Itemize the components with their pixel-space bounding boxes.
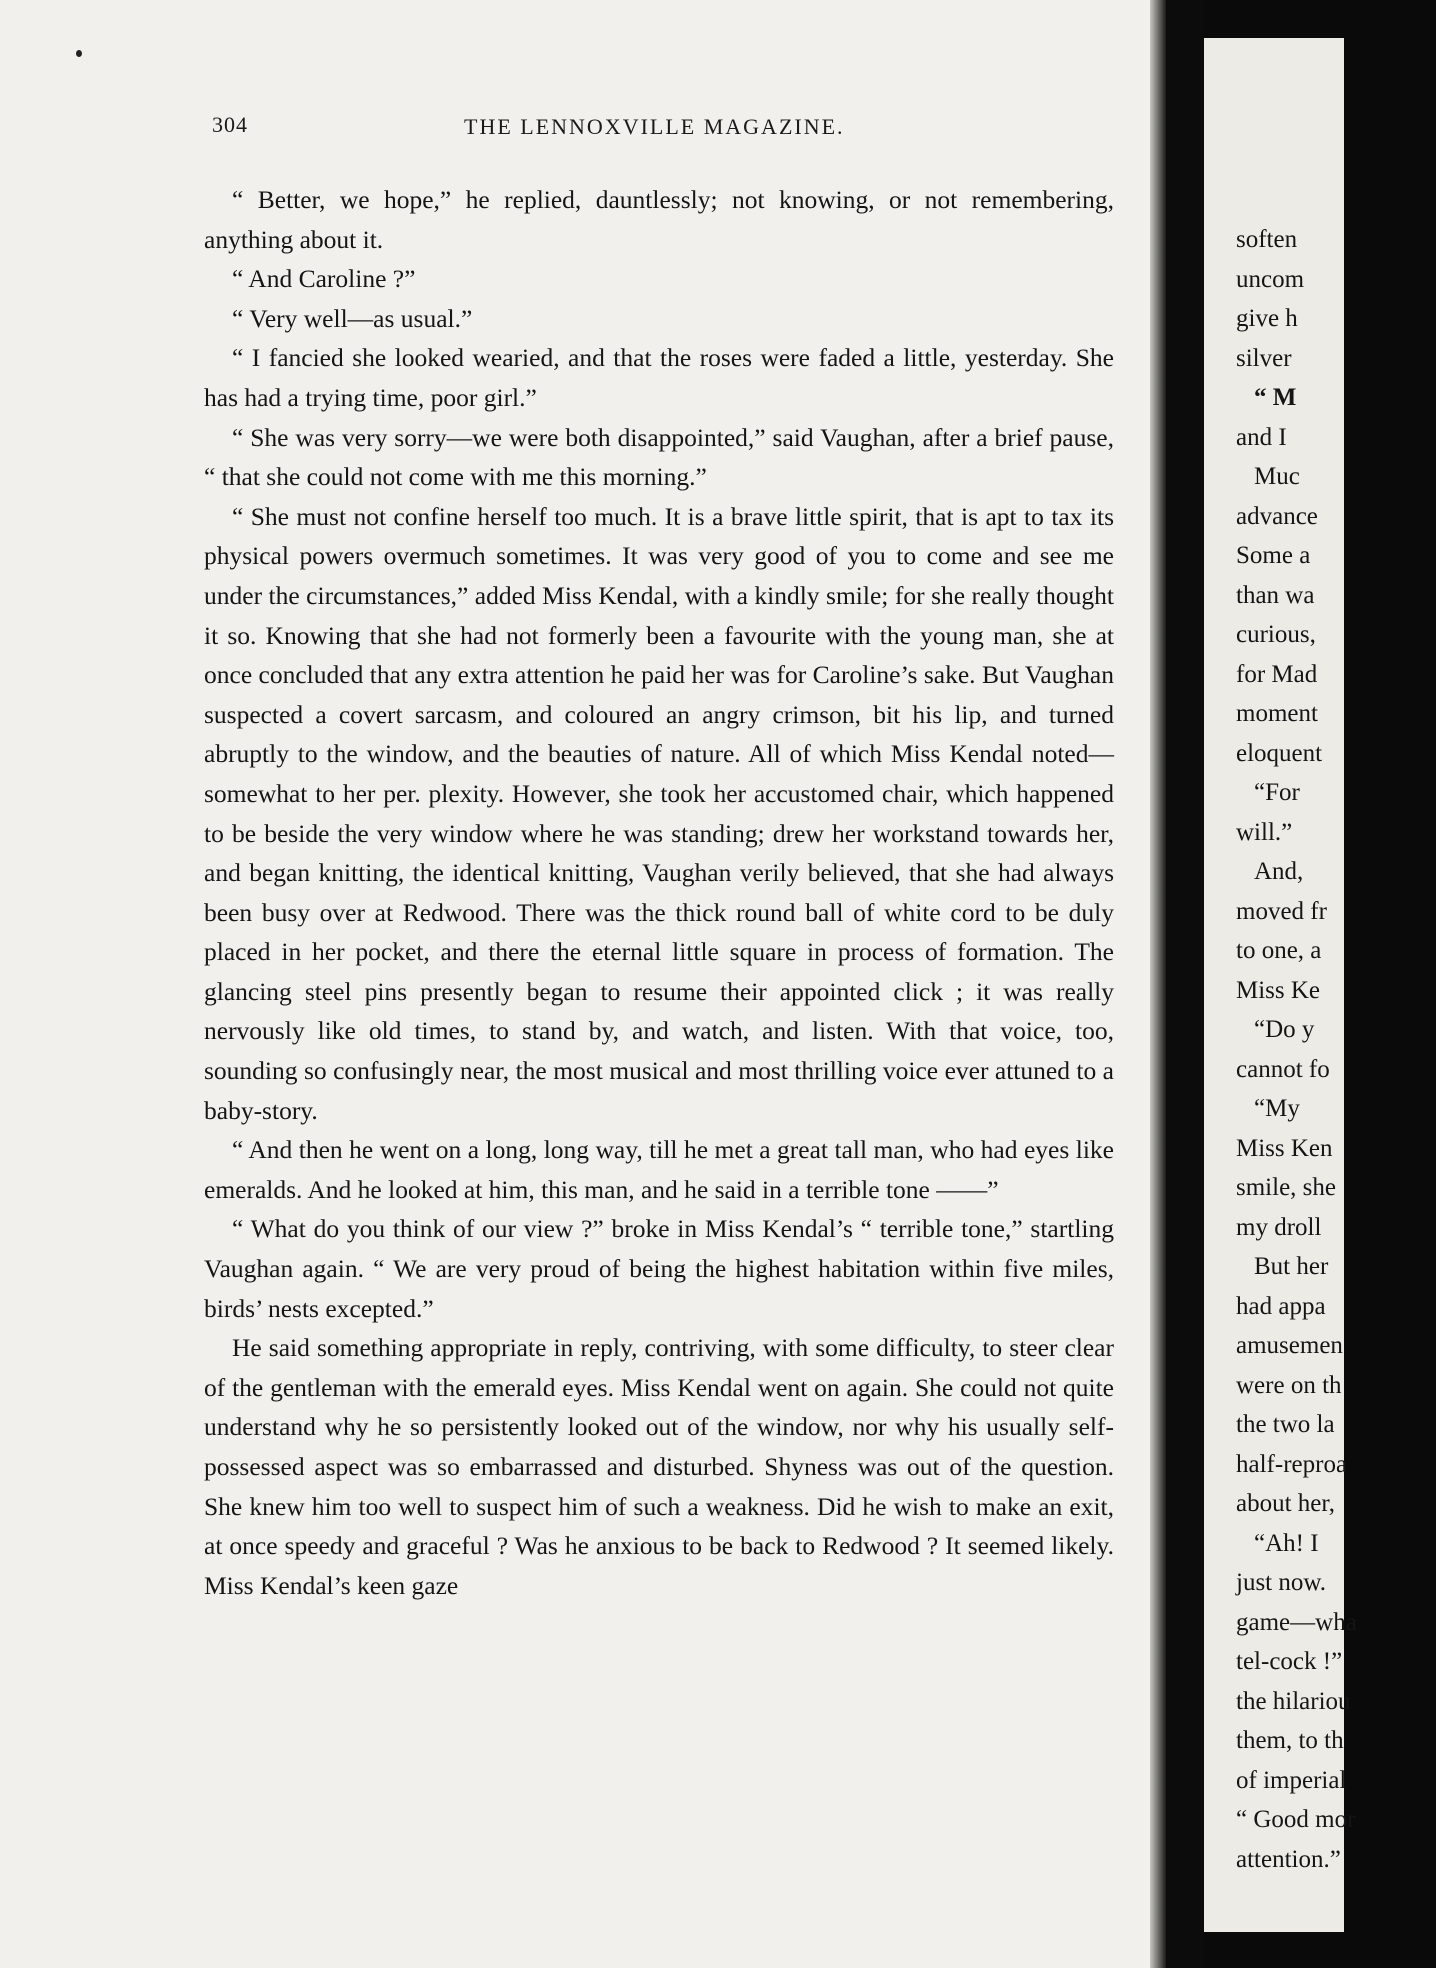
facing-line: just now. — [1236, 1569, 1327, 1596]
running-head — [212, 112, 1112, 146]
facing-line: silver — [1236, 344, 1292, 372]
paragraph: “ I fancied she looked wearied, and that the roses were faded a little, yesterday. She has had a trying time, poor girl.” — [204, 343, 1114, 412]
facing-line: about her, — [1236, 1490, 1335, 1517]
page-edge-shadow — [1150, 0, 1166, 1968]
facing-line: But her — [1254, 1253, 1329, 1280]
facing-line: Muc — [1254, 463, 1300, 490]
facing-line: for Mad — [1236, 660, 1318, 688]
facing-line: the hilariou — [1236, 1687, 1351, 1715]
paragraph: “ She was very sorry—we were both disappointed,” said Vaughan, after a brief pause, “ that she could not come with me this morning.” — [204, 422, 1114, 492]
facing-line: game—wha — [1236, 1608, 1357, 1636]
paragraph: “ She must not confine herself too much. It is a brave little spirit, that is apt to tax its physical powers overmuch sometimes. It was very good of you to come and see me under the circumstances,” added Miss Kendal, with a kindly smile; for she really thought it so. Knowing that she had not formerly been a favourite with the young man, she at once concluded that any extra attention he paid her was for Caroline’s sake. But Vaughan suspected a covert sarcasm, and coloured an angry crimson, bit his lip, and turned abruptly to the window, and the beauties of nature. All of which Miss Kendal noted—somewhat to her per. plexity. However, she took her accustomed chair, which happened to be beside the very window where he was standing; drew her workstand towards her, and began knitting, the identical knitting, Vaughan verily believed, that she had always been busy over at Redwood. There was the thick round ball of white cord to be duly placed in her pocket, and there the eternal little square in process of formation. The glancing steel pins presently began to resume their appointed click ; it was really nervously like old times, to stand by, and watch, and listen. With that voice, too, sounding so confusingly near, the most musical and most thrilling voice ever attuned to a baby-story. — [204, 501, 1114, 1125]
facing-line: of imperial — [1236, 1766, 1347, 1794]
facing-line: half-reproa — [1236, 1450, 1348, 1478]
book-gutter — [1166, 0, 1204, 1968]
facing-line: will.” — [1236, 818, 1293, 846]
paragraph: “ And Caroline ?” — [232, 264, 416, 294]
facing-line: curious, — [1236, 621, 1316, 648]
facing-line: smile, she — [1236, 1174, 1336, 1201]
facing-line: “ Good mor — [1236, 1806, 1356, 1833]
facing-line: had appa — [1236, 1292, 1326, 1320]
facing-line: to one, a — [1236, 937, 1322, 964]
facing-line: advance — [1236, 502, 1318, 530]
body-text — [204, 180, 1114, 1605]
facing-line: give h — [1236, 305, 1298, 332]
facing-line: than wa — [1236, 581, 1315, 609]
facing-line: Miss Ken — [1236, 1134, 1333, 1162]
facing-line: uncom — [1236, 265, 1305, 293]
facing-line: And, — [1254, 858, 1304, 885]
facing-line: Miss Ke — [1236, 976, 1321, 1004]
facing-line: my droll — [1236, 1213, 1322, 1241]
facing-line: “My — [1254, 1095, 1300, 1122]
facing-line: “Ah! I — [1254, 1529, 1319, 1557]
facing-line: them, to th — [1236, 1727, 1344, 1754]
facing-line: “ M — [1254, 384, 1297, 411]
paragraph: He said something appropriate in reply, contriving, with some difficulty, to steer clear of the gentleman with the emerald eyes. Miss Kendal went on again. She could not quite understand why he so persistently looked out of the window, nor why his usually self-possessed aspect was so embarrassed and disturbed. Shyness was out of the question. She knew him too well to suspect him of such a weakness. Did he wish to make an exit, at once speedy and graceful ? Was he anxious to be back to Redwood ? It seemed likely. Miss Kendal’s keen gaze — [204, 1333, 1114, 1600]
facing-page-text — [1236, 220, 1436, 1879]
facing-line: moment — [1236, 700, 1318, 727]
facing-line: amusemen — [1236, 1332, 1343, 1359]
facing-line: the two la — [1236, 1411, 1335, 1438]
paragraph: “ Better, we hope,” he replied, dauntlessly; not knowing, or not remembering, anything about it. — [204, 185, 1114, 254]
facing-line: attention.” — [1236, 1845, 1341, 1873]
facing-line: soften — [1236, 226, 1298, 253]
running-title: THE LENNOXVILLE MAGAZINE. — [464, 114, 845, 139]
facing-line: Some a — [1236, 542, 1311, 569]
facing-line: tel-cock !” — [1236, 1648, 1343, 1675]
facing-line: cannot fo — [1236, 1055, 1330, 1083]
facing-line: were on th — [1236, 1371, 1342, 1399]
facing-line: eloquent — [1236, 739, 1323, 767]
facing-line: “Do y — [1254, 1016, 1315, 1043]
page-number: 304 — [212, 112, 248, 137]
paragraph: “ And then he went on a long, long way, till he met a great tall man, who had eyes like emeralds. And he looked at him, this man, and he said in a terrible tone ——” — [204, 1135, 1114, 1204]
ink-speck — [76, 50, 82, 57]
paragraph: “ What do you think of our view ?” broke in Miss Kendal’s “ terrible tone,” startling Vaughan again. “ We are very proud of being the highest habitation within five miles, birds’ nests excepted.” — [204, 1214, 1114, 1323]
facing-line: and I — [1236, 423, 1287, 451]
facing-line: moved fr — [1236, 897, 1327, 925]
facing-line: “For — [1254, 779, 1300, 806]
paragraph: “ Very well—as usual.” — [232, 303, 473, 333]
